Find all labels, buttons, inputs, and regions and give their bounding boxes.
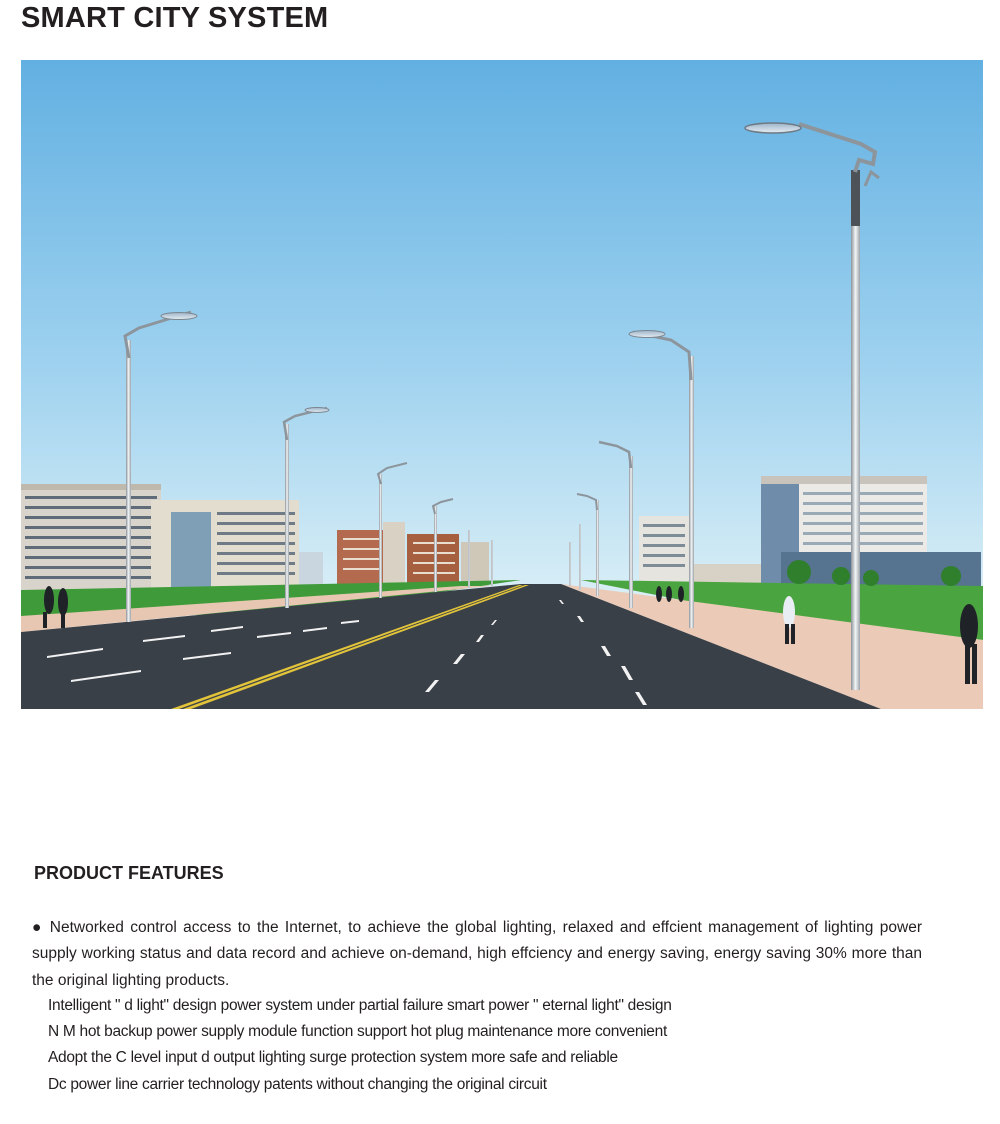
feature-item: Intelligent " d light" design power system under partial failure smart power " eternal light" design: [48, 997, 672, 1014]
feature-item: Dc power line carrier technology patents without changing the original circuit: [48, 1076, 547, 1093]
feature-item: Adopt the C level input d output lighting surge protection system more safe and reliable: [48, 1049, 618, 1066]
features-intro-paragraph: ● Networked control access to the Internet, to achieve the global lighting, relaxed and effcient management of lighting power supply working status and data record and achieve on-demand, high effciency and energy saving, energy saving 30% more than the original lighting products.: [32, 919, 922, 989]
page-title: SMART CITY SYSTEM: [21, 2, 329, 34]
features-heading: PRODUCT FEATURES: [34, 863, 224, 883]
feature-item: N M hot backup power supply module function support hot plug maintenance more convenient: [48, 1023, 667, 1040]
street-scene-image: [21, 60, 983, 709]
